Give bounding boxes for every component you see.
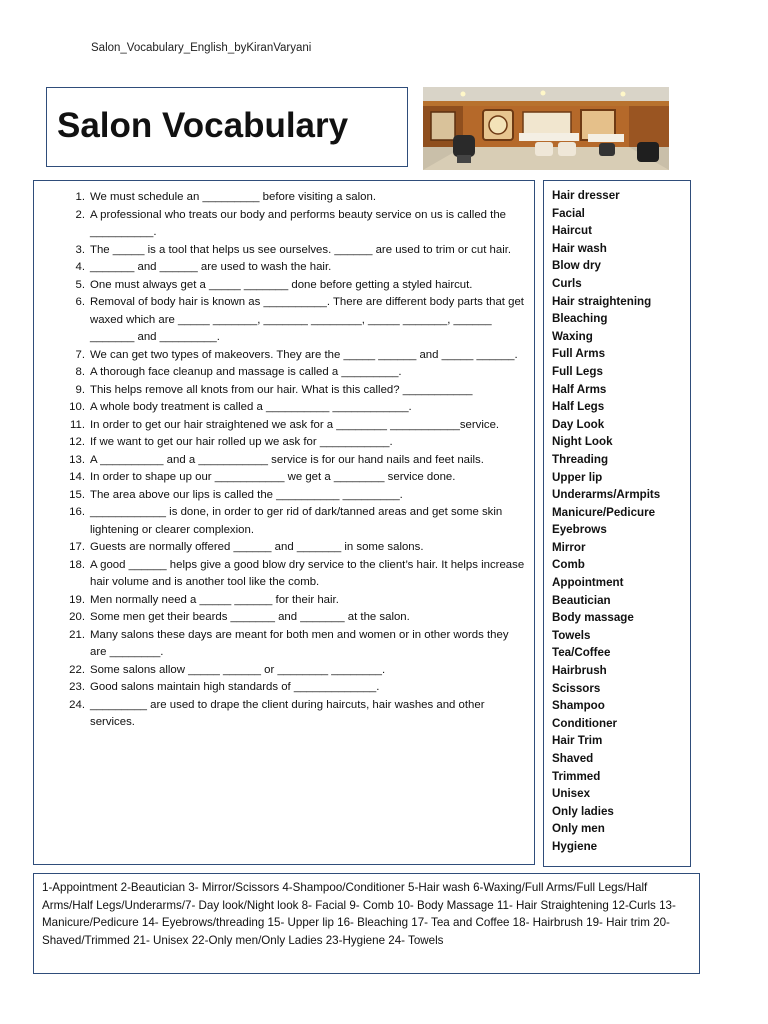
question-text: Guests are normally offered ______ and _______ in some salons. (90, 541, 424, 553)
word-bank-item: Day Look (552, 417, 605, 431)
word-bank-item: Hair dresser (552, 189, 620, 202)
question-number: 13. (69, 453, 85, 466)
word-bank-box (543, 180, 691, 867)
question-item (67, 679, 525, 697)
question-item (67, 609, 525, 627)
question-text: Some salons allow _____ ______ or ________ ________. (90, 663, 386, 676)
question-item (67, 277, 525, 295)
salon-photo (423, 87, 669, 170)
question-item (67, 539, 525, 557)
question-text: A professional who treats our body and performs beauty service on us is called the __________. (90, 208, 506, 238)
word-bank-item: Tea/Coffee (552, 646, 611, 660)
question-item (67, 662, 525, 680)
word-bank-item: Half Arms (552, 382, 607, 396)
word-bank-item: Scissors (552, 681, 601, 695)
question-number: 20. (69, 611, 85, 623)
question-number: 4. (75, 261, 85, 273)
question-item (67, 364, 525, 382)
word-bank-item: Upper lip (552, 470, 603, 484)
question-number: 21. (69, 628, 85, 641)
word-bank-item: Trimmed (552, 769, 601, 783)
question-text: Many salons these days are meant for both men and women or in other words they are ________. (90, 628, 509, 658)
question-text: The area above our lips is called the __________ _________. (90, 488, 403, 501)
word-bank-item: Underarms/Armpits (552, 488, 661, 502)
question-text: The _____ is a tool that helps us see ourselves. ______ are used to trim or cut hair. (90, 243, 512, 256)
question-item (67, 382, 525, 400)
word-bank-item: Blow dry (552, 259, 601, 273)
word-bank-item: Manicure/Pedicure (552, 505, 656, 519)
word-bank-item: Full Legs (552, 364, 603, 378)
title-box (46, 87, 408, 167)
word-bank-item: Unisex (552, 787, 591, 801)
question-item (67, 487, 525, 505)
question-number: 22. (69, 663, 85, 676)
question-text: In order to shape up our ___________ we get a ________ service done. (90, 471, 456, 483)
question-text: _________ are used to drape the client during haircuts, hair washes and other services. (90, 698, 485, 728)
word-bank-item: Hair wash (552, 241, 607, 255)
question-text: In order to get our hair straightened we ask for a ________ ___________service. (90, 418, 500, 431)
word-bank-item: Hairbrush (552, 664, 607, 678)
question-item (67, 557, 525, 592)
word-bank-item: Shampoo (552, 699, 605, 713)
question-item (67, 294, 525, 347)
word-bank-item: Only ladies (552, 804, 614, 818)
word-bank-item: Beautician (552, 593, 611, 607)
question-number: 19. (69, 593, 85, 606)
question-item (67, 469, 525, 487)
question-text: Good salons maintain high standards of _____________. (90, 681, 380, 693)
word-bank-item: Hygiene (552, 839, 598, 853)
word-bank-item: Hair Trim (552, 734, 603, 748)
word-bank-item: Eyebrows (552, 523, 607, 537)
question-text: A whole body treatment is called a __________ ____________. (90, 401, 412, 413)
word-bank-item: Only men (552, 822, 605, 836)
question-item (67, 697, 525, 732)
question-number: 24. (69, 698, 85, 711)
word-bank-item: Towels (552, 628, 591, 642)
word-bank-item: Curls (552, 276, 582, 290)
question-text: This helps remove all knots from our hair. What is this called? ___________ (90, 383, 473, 396)
question-text: We can get two types of makeovers. They are the _____ ______ and _____ ______. (90, 348, 518, 361)
question-text: ____________ is done, in order to ger rid of dark/tanned areas and get some skin lightening or clearer complexion. (90, 506, 503, 536)
question-number: 11. (70, 418, 85, 431)
question-text: A good ______ helps give a good blow dry service to the client’s hair. It helps increase hair volume and is another tool like the comb. (90, 558, 525, 588)
question-item (67, 417, 525, 435)
word-bank-item: Night Look (552, 435, 613, 449)
question-text: A thorough face cleanup and massage is called a _________. (90, 366, 402, 378)
question-text: Some men get their beards _______ and _______ at the salon. (90, 611, 410, 623)
word-bank-item: Waxing (552, 329, 593, 343)
word-bank-item: Bleaching (552, 312, 608, 326)
question-number: 14. (69, 471, 85, 483)
word-bank-item: Threading (552, 452, 609, 466)
question-number: 3. (75, 243, 85, 256)
questions-list (67, 189, 525, 732)
question-number: 10. (69, 401, 85, 413)
question-item (67, 347, 525, 365)
question-number: 16. (69, 506, 85, 518)
question-item (67, 259, 525, 277)
question-number: 9. (75, 383, 85, 396)
question-item (67, 504, 525, 539)
question-item (67, 189, 525, 207)
question-number: 1. (75, 191, 85, 203)
word-bank-item: Appointment (552, 576, 624, 590)
header-line: Salon_Vocabulary_English_byKiranVaryani (91, 42, 312, 54)
word-bank-item: Full Arms (552, 347, 606, 361)
question-number: 18. (69, 558, 85, 571)
questions-box (33, 180, 535, 865)
word-bank-item: Half Legs (552, 400, 605, 414)
question-item (67, 592, 525, 610)
question-text: One must always get a _____ _______ done before getting a styled haircut. (90, 278, 473, 291)
word-bank-item: Body massage (552, 611, 634, 625)
question-text: Men normally need a _____ ______ for their hair. (90, 593, 339, 606)
question-item (67, 452, 525, 470)
question-item (67, 207, 525, 242)
question-number: 12. (69, 436, 85, 448)
word-bank-item: Hair straightening (552, 294, 652, 308)
question-text: If we want to get our hair rolled up we ask for ___________. (90, 436, 393, 448)
question-number: 8. (75, 366, 85, 378)
word-bank-item: Facial (552, 206, 585, 220)
answer-key-box (33, 873, 700, 974)
word-bank-item: Conditioner (552, 716, 618, 730)
question-number: 7. (75, 348, 85, 361)
question-number: 15. (69, 488, 85, 501)
word-bank-item: Haircut (552, 224, 592, 238)
word-bank-item: Shaved (552, 752, 594, 765)
question-item (67, 242, 525, 260)
question-number: 6. (75, 296, 85, 308)
answer-key-text: 1-Appointment 2-Beautician 3- Mirror/Scissors 4-Shampoo/Conditioner 5-Hair wash 6-Waxing/Full Arms/Full Legs/Half Arms/Half Legs/Underarms/7- Day look/Night look 8- Facial 9- Comb 10- Body Massage 11- Hair Straightening 12-Curls 13- Manicure/Pedicure 14- Eyebrows/threading 15- Upper lip 16- Bleaching 17- Tea and Coffee 18- Hairbrush 19- Hair trim 20- Shaved/Trimmed 21- Unisex 22-Only men/Only Ladies 23-Hygiene 24- Towels (42, 881, 676, 947)
word-bank-list (552, 187, 660, 856)
question-text: Removal of body hair is known as __________. There are different body parts that get waxed which are _____ _______, _______ ________, _____ _______, ______ _______ and _________. (90, 296, 524, 343)
question-text: A __________ and a ___________ service is for our hand nails and feet nails. (90, 453, 484, 466)
question-text: We must schedule an _________ before visiting a salon. (90, 191, 377, 203)
question-item (67, 434, 525, 452)
question-number: 17. (69, 541, 85, 553)
page-title: Salon Vocabulary (57, 106, 349, 145)
word-bank-item: Mirror (552, 540, 586, 554)
question-number: 23. (69, 681, 85, 693)
question-text: _______ and ______ are used to wash the hair. (90, 261, 332, 273)
word-bank-item: Comb (552, 558, 585, 572)
question-item (67, 399, 525, 417)
question-number: 2. (75, 208, 85, 221)
question-number: 5. (75, 278, 85, 291)
question-item (67, 627, 525, 662)
